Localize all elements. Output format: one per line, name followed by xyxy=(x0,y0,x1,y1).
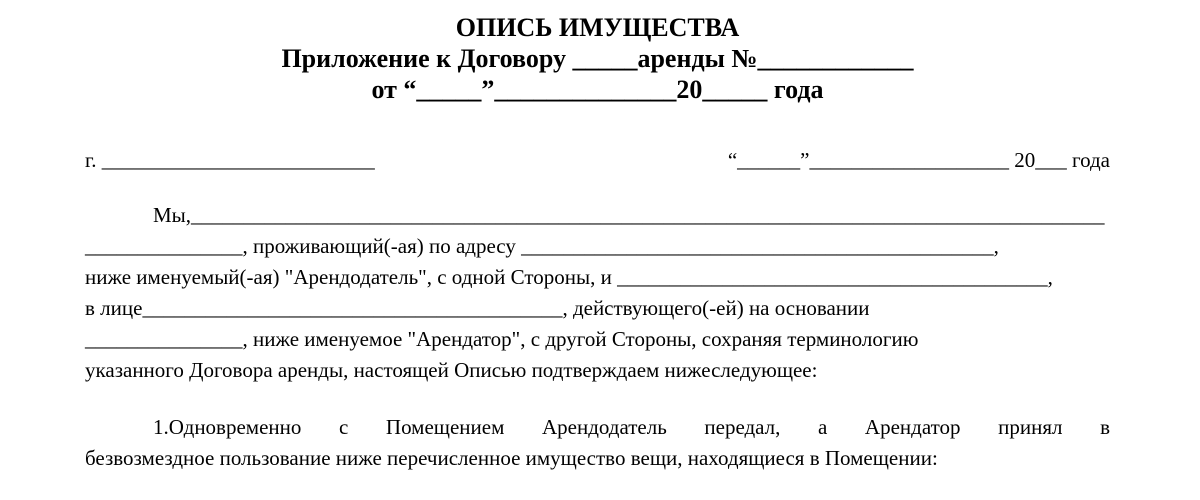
intro-line-1: Мы,_______________________________________________________________________________________ xyxy=(153,203,1105,227)
city-blank-field: г. __________________________ xyxy=(85,148,375,172)
appendix-line: Приложение к Договору _____аренды №____________ xyxy=(281,44,914,73)
intro-line-6: указанного Договора аренды, настоящей Описью подтверждаем нижеследующее: xyxy=(85,358,818,382)
intro-line-2: _______________, проживающий(-ая) по адресу _____________________________________________, xyxy=(85,234,999,258)
clause-1-paragraph xyxy=(85,412,1110,474)
intro-line-3: ниже именуемый(-ая) "Арендодатель", с одной Стороны, и _________________________________________, xyxy=(85,265,1053,289)
header-date-line: от “_____”______________20_____ года xyxy=(371,75,824,104)
clause-1-line-2: безвозмездное пользование ниже перечисленное имущество вещи, находящиеся в Помещении: xyxy=(85,446,938,470)
document-header xyxy=(85,12,1110,105)
intro-line-4: в лице________________________________________, действующего(-ей) на основании xyxy=(85,296,870,320)
clause-1-line-1: 1.Одновременно с Помещением Арендодатель передал, а Арендатор принял в xyxy=(153,415,1110,439)
intro-line-5: _______________, ниже именуемое "Арендатор", с другой Стороны, сохраняя терминологию xyxy=(85,327,919,351)
date-blank-field: “______”___________________ 20___ года xyxy=(727,148,1110,172)
city-date-row xyxy=(85,145,1110,176)
document-title: ОПИСЬ ИМУЩЕСТВА xyxy=(455,13,740,42)
intro-paragraph xyxy=(85,200,1110,386)
